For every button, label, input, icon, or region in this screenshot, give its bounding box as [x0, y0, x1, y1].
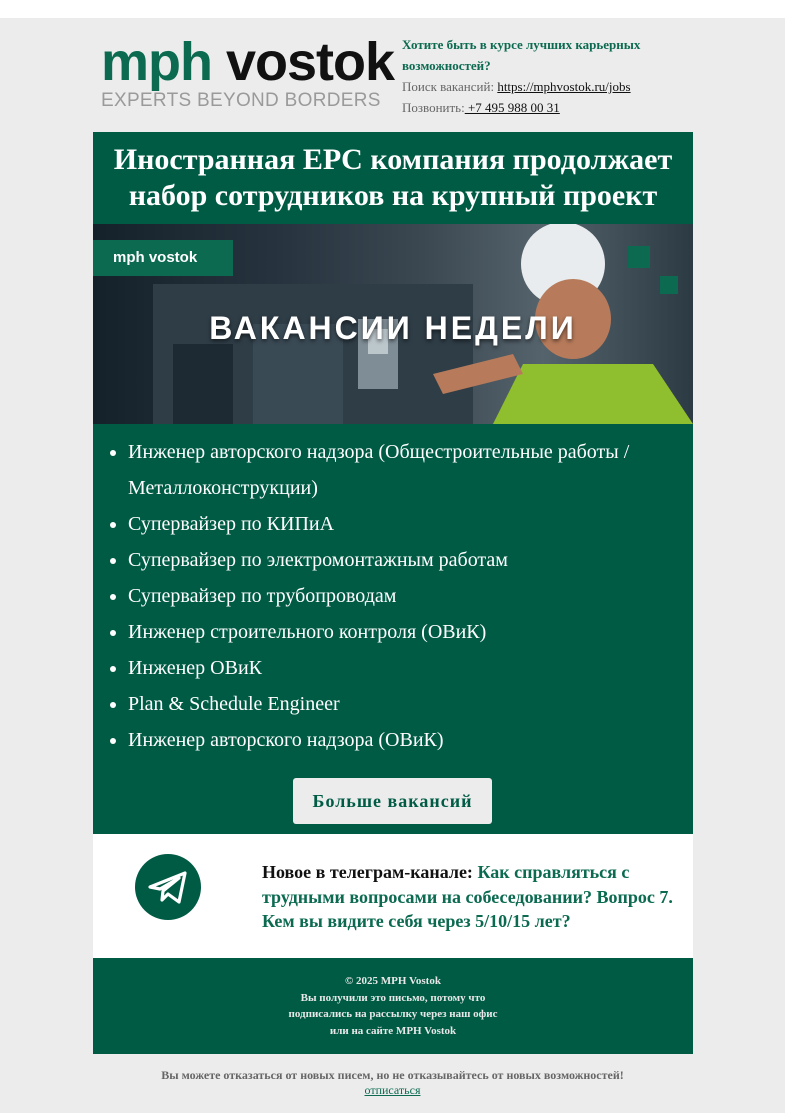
copyright: © 2025 MPH Vostok — [345, 975, 441, 987]
logo-vostok: vostok — [212, 32, 395, 92]
decor-square-2 — [660, 276, 678, 294]
job-item: • Инженер строительного контроля (ОВиК) — [128, 614, 673, 650]
telegram-plane-glyph — [135, 854, 201, 920]
jobs-list — [93, 424, 693, 758]
jobs-section — [93, 424, 693, 834]
vacancies-banner[interactable] — [93, 224, 693, 424]
job-item: • Plan & Schedule Engineer — [128, 686, 673, 722]
logo-wordmark — [101, 32, 394, 92]
footer-line-3: или на сайте MPH Vostok — [329, 1024, 457, 1037]
job-item: • Инженер авторского надзора (Общестроительные работы / Металлоконструкции) — [128, 434, 673, 506]
job-item: • Инженер авторского надзора (ОВиК) — [128, 722, 673, 758]
search-label: Поиск вакансий: — [402, 79, 498, 94]
search-jobs-line — [402, 76, 687, 97]
telegram-post-link[interactable]: Как справляться с трудными вопросами на собеседовании? Вопрос 7. Кем вы видите себя через 5/10/15 лет? — [262, 862, 673, 931]
email-header — [93, 32, 693, 122]
header-info — [402, 34, 687, 118]
footer-line-2: подписались на рассылку через наш офис — [288, 1008, 498, 1020]
top-bar — [0, 0, 785, 18]
phone-link[interactable]: +7 495 988 00 31 — [464, 100, 560, 115]
career-question: Хотите быть в курсе лучших карьерных возможностей? — [402, 37, 641, 73]
decor-square-1 — [628, 246, 650, 268]
job-item: • Супервайзер по трубопроводам — [128, 578, 673, 614]
more-vacancies-button[interactable]: Больше вакансий — [293, 778, 492, 824]
equipment-box — [173, 344, 233, 424]
logo-tagline: EXPERTS BEYOND BORDERS — [101, 90, 381, 111]
title-block — [93, 132, 693, 224]
logo-mph: mph — [101, 32, 212, 92]
jobs-link[interactable]: https://mphvostok.ru/jobs — [497, 79, 631, 94]
call-line — [402, 97, 687, 118]
email-title: Иностранная EPC компания продолжает набор сотрудников на крупный проект — [113, 143, 673, 212]
job-item: • Супервайзер по электромонтажным работам — [128, 542, 673, 578]
bottom-notice — [0, 1068, 785, 1098]
telegram-icon[interactable] — [135, 854, 201, 920]
telegram-block — [93, 834, 693, 958]
safety-vest — [493, 364, 693, 424]
telegram-text — [262, 860, 682, 934]
job-item: • Инженер ОВиК — [128, 650, 673, 686]
banner-heading: ВАКАНСИИ НЕДЕЛИ — [209, 310, 577, 346]
email-footer — [93, 958, 693, 1054]
unsubscribe-link[interactable]: отписаться — [364, 1083, 421, 1097]
telegram-prefix: Новое в телеграм-канале: — [262, 862, 478, 882]
company-logo[interactable] — [101, 32, 395, 116]
unsubscribe-notice: Вы можете отказаться от новых писем, но не отказывайтесь от новых возможностей! — [161, 1068, 624, 1082]
job-item: • Супервайзер по КИПиА — [128, 506, 673, 542]
banner-logo: mph vostok — [93, 240, 233, 276]
footer-line-1: Вы получили это письмо, потому что — [300, 991, 486, 1004]
call-label: Позвонить: — [402, 100, 465, 115]
